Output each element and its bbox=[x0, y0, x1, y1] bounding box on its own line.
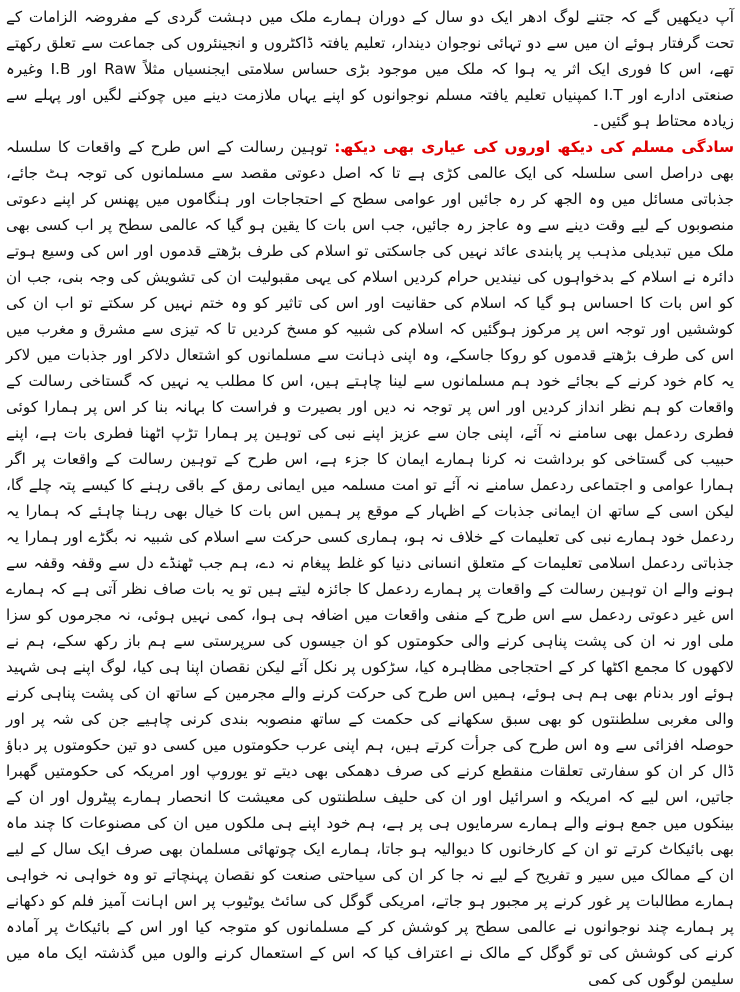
paragraph-main-text: توہین رسالت کے اس طرح کے واقعات کا سلسلہ بھی دراصل اسی سلسلہ کی ایک عالمی کڑی ہے تا کہ اصل دعوتی مقصد سے مسلمانوں کی توجہ ہٹ جائے، جذباتی مسائل میں وہ الجھ کر رہ جائیں اور عوامی سطح کے احتجاجات اور ہنگاموں میں پھنس کر اپنے دعوتی منصوبوں کے لیے وقت دینے سے وہ عاجز رہ جائیں، جب اس بات کا یقین ہو گیا کہ عالمی سطح پر اب کسی بھی ملک میں تبدیلی مذہب پر پابندی عائد نہیں کی جاسکتی تو اسلام کی طرف بڑھتے قدموں اور اس کی وسیع ہوتے دائرہ نے اسلام کے بدخواہوں کی نیندیں حرام کردیں اسلام کی یہی مقبولیت ان کی تشویش کی وجہ بنی، جب ان کو اس بات کا احساس ہو گیا کہ اسلام کی حقانیت اور اس کی تاثیر کو وہ ختم نہیں کر سکتے تو اب ان کی کوششیں اور توجہ اس پر مرکوز ہوگئیں کہ اسلام کی شبیہ کو مسخ کردیں تا کہ تیزی سے مشرق و مغرب میں اس کی طرف بڑھتے قدموں کو روکا جاسکے، وہ اپنی ذہانت سے مسلمانوں کو اشتعال دلاکر اور جذبات میں لاکر یہ کام خود کرنے کے بجائے خود ہم مسلمانوں سے لینا چاہتے ہیں، اس کا مطلب یہ نہیں کہ گستاخی رسالت کے واقعات کو ہم نظر انداز کردیں اور اس پر توجہ نہ دیں اور بصیرت و فراست کا بہانہ بنا کر اس پر ہمارا کوئی فطری ردعمل بھی سامنے نہ آئے، اپنی جان سے عزیز اپنے نبی کی توہین پر ہمارا تڑپ اٹھنا فطری بات ہے، اپنے حبیب کی گستاخی کو برداشت نہ کرنا ہمارے ایمان کا جزء ہے، اس طرح کے توہین رسالت کے واقعات پر اگر ہمارا عوامی و اجتماعی ردعمل سامنے نہ آئے تو امت مسلمہ میں ایمانی رمق کے باقی رہنے کا کیسے پتہ چلے گا، لیکن اسی کے ساتھ ان ایمانی جذبات کے اظہار کے موقع پر ہمیں اس بات کا خیال بھی رہنا چاہئے کہ ہمارا یہ ردعمل خود ہمارے نبی کی تعلیمات کے خلاف نہ ہو، ہماری کسی حرکت سے اسلام کی شبیہ نہ بگڑے اور ہمارا یہ جذباتی ردعمل اسلامی تعلیمات کے متعلق انسانی دنیا کو غلط پیغام نہ دے، ہم جب ٹھنڈے دل سے وقفہ وقفہ سے ہونے والے ان توہین رسالت کے واقعات پر ہمارے ردعمل کا جائزہ لیتے ہیں تو یہ بات صاف نظر آتی ہے کہ ہمارے اس غیر دعوتی ردعمل سے اس طرح کے منفی واقعات میں اضافہ ہی ہوا، کمی نہیں ہوئی، نہ مجرموں کو سزا ملی اور نہ ان کی پشت پناہی کرنے والی حکومتوں کو ان جیسوں کی سرپرستی سے ہم باز رکھ سکے، ہم نے لاکھوں کا مجمع اکٹھا کر کے احتجاجی مظاہرہ کیا، سڑکوں پر نکل آئے لیکن نقصان اپنا ہی کیا، لوگ اپنے ہی شہید ہوئے اور بدنام بھی ہم ہی ہوئے، ہمیں اس طرح کی حرکت کرنے والے مجرمین کے ساتھ ان کی پشت پناہی کرنے والی مغربی سلطنتوں کو بھی سبق سکھانے کی حکمت کے ساتھ منصوبہ بندی کرنی چاہیے جن کی شہ پر اور حوصلہ افزائی سے وہ اس طرح کی جرأت کرتے ہیں، ہم اپنی عرب حکومتوں میں کسی دو تین حکومتوں پر دباؤ ڈال کر ان کو سفارتی تعلقات منقطع کرنے کی صرف دھمکی بھی دیتے تو یوروپ اور امریکہ کی حکومتیں گھبرا جاتیں، اس لیے کہ امریکہ و اسرائیل اور ان کی حلیف سلطنتوں کی معیشت کا انحصار ہمارے پیٹرول اور ان کے بینکوں میں جمع ہونے والے ہمارے سرمایوں ہی پر ہے، ہم خود اپنے ہی ملکوں میں ان کی مصنوعات کا چند ماہ بھی بائیکاٹ کرتے تو ان کے کارخانوں کا دیوالیہ ہو جاتا، ہمارے ایک چوتھائی مسلمان بھی صرف ایک سال کے لیے ان کے ممالک میں سیر و تفریح کے لیے نہ جا کر ان کی سیاحتی صنعت کو نقصان پہنچاتے تو وہ خواہی نہ خواہی ہمارے مطالبات پر غور کرنے پر مجبور ہو جاتے، امریکی گوگل کی سائٹ یوٹیوب پر اس اہانت آمیز فلم کو دکھانے پر ہمارے چند نوجوانوں نے عالمی سطح پر کوشش کر کے مسلمانوں کو متوجہ کیا اور اس کے بائیکاٹ پر آمادہ کرنے کی کوشش کی تو گوگل کے مالک نے اعتراف کیا کہ اس کے استعمال کرنے والوں میں گذشتہ ایک ماہ میں سلیمن لوگوں کی کمی bbox=[6, 138, 734, 988]
paragraph-main bbox=[6, 134, 734, 992]
paragraph-intro: آپ دیکھیں گے کہ جتنے لوگ ادھر ایک دو سال کے دوران ہمارے ملک میں دہشت گردی کے مفروضہ الزامات کے تحت گرفتار ہوئے ان میں سے دو تہائی نوجوان دیندار، تعلیم یافتہ ڈاکٹروں و انجینئروں کی جماعت سے تعلق رکھتے تھے، اس کا فوری ایک اثر یہ ہوا کہ ملک میں موجود بڑی حساس سلامتی ایجنسیاں مثلاً Raw اور I.B وغیرہ صنعتی ادارے اور I.T کمپنیاں تعلیم یافتہ مسلم نوجوانوں کو اپنے یہاں ملازمت دینے میں چوکنے لگیں اور پہلے سے زیادہ محتاط ہو گئیں۔ bbox=[6, 8, 735, 130]
section-heading: سادگی مسلم کی دیکھ اوروں کی عیاری بھی دیکھ: bbox=[334, 138, 735, 156]
